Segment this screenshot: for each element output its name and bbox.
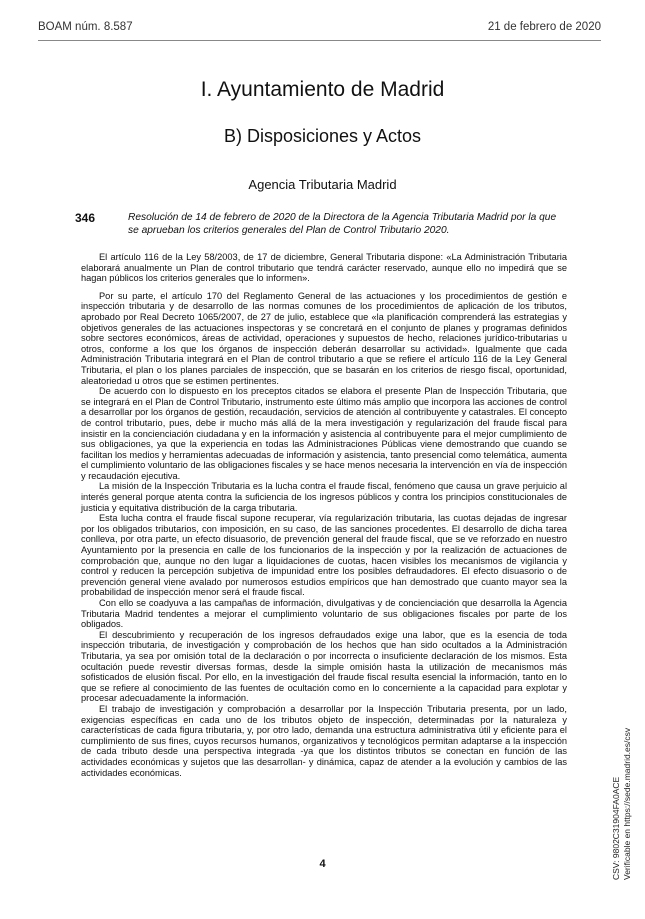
paragraph: Por su parte, el artículo 170 del Reglamento General de las actuaciones y los procedimientos de gestión e inspección tributaria y de desarrollo de las normas comunes de los procedimientos de aplicación de los tributos, aprobado por Real Decreto 1065/2007, de 27 de julio, establece que «la planificación comprenderá las estrategias y objetivos generales de las actuaciones inspectoras y se concretará en el conjunto de planes y programas definidos sobre sectores económicos, áreas de actividad, operaciones y supuestos de hecho, relaciones jurídico-tributarias u otros, conforme a los que los órganos de inspección deberán desarrollar su actividad». Igualmente que cada Administración Tributaria integrará en el Plan de control tributario a que se refiere el artículo 116 de la Ley General Tributaria, el plan o los planes parciales de inspección, que se basarán en los criterios de riesgo fiscal, oportunidad, aleatoriedad u otros que se estimen pertinentes.: [81, 290, 567, 386]
paragraph: La misión de la Inspección Tributaria es la lucha contra el fraude fiscal, fenómeno que causa un grave perjuicio al interés general porque atenta contra la suficiencia de los ingresos públicos y contra los principios constitucionales de justicia y equitativa distribución de la carga tributaria.: [81, 481, 567, 513]
subsection-title: B) Disposiciones y Actos: [223, 126, 422, 146]
paragraph: El descubrimiento y recuperación de los ingresos defraudados exige una labor, que es la esencia de toda inspección tributaria, de investigación y comprobación de los hechos que han sido ocultados a la Administración Tributaria, ya sea por omisión total de la declaración o por incorrecta o insuficiente declaración de los mismos. Esta ocultación puede revestir diversas formas, desde la simple omisión hasta la utilización de mecanismos más sofisticados de elusión fiscal. Por ello, en la investigación del fraude fiscal resulta esencial la información, tanto en lo que se refiere al conocimiento de las fuentes de ocultación como en lo concerniente a la capacidad para explotar y procesar adecuadamente la información.: [81, 629, 567, 704]
csv-code: CSV: 9802C31904FA0ACE: [611, 776, 621, 880]
section-title: I. Ayuntamiento de Madrid: [200, 78, 445, 101]
page-number: 4: [319, 858, 326, 870]
paragraph: De acuerdo con lo dispuesto en los preceptos citados se elabora el presente Plan de Inspección Tributaria, que se integrará en el Plan de Control Tributario, instrumento este último más amplio que incorpora las acciones de control a desarrollar por los órganos de gestión, recaudación, servicios de atención al contribuyente y catastrales. El concepto de control tributario, pues, debe ir mucho más allá de la mera investigación y regularización del fraude fiscal para insistir en la concienciación ciudadana y en la información y asistencia al contribuyente para el mejor cumplimiento de sus obligaciones, ya que la experiencia en todas las Administraciones Públicas viene demostrando que cuando se facilitan los medios y herramientas adecuadas de información y asistencia, tanto presencial como telemática, aumenta el cumplimiento voluntario de las obligaciones fiscales y se hace menos necesaria la intervención en vía de inspección y recaudación ejecutiva.: [81, 386, 567, 481]
csv-verification: [611, 728, 633, 880]
paragraph: El trabajo de investigación y comprobación a desarrollar por la Inspección Tributaria presenta, por un lado, exigencias específicas en cada uno de los tributos objeto de inspección, determinadas por la naturaleza y características de cada figura tributaria, y, por otro lado, demanda una estructura administrativa útil y eficiente para el cumplimiento de sus fines, cuyos recursos humanos, organizativos y tecnológicos permitan adaptarse a la inspección de cada tributo desde una perspectiva integrada -ya que los distintos tributos se conectan en función de las actividades económicas y sujetos que las desarrollan- y dinámica, capaz de atender a la evolución y cambios de las actividades económicas.: [81, 703, 567, 778]
resolution-number: 346: [75, 211, 96, 225]
agency-title: Agencia Tributaria Madrid: [248, 177, 397, 192]
paragraph: El artículo 116 de la Ley 58/2003, de 17 de diciembre, General Tributaria dispone: «La Administración Tributaria elaborará anualmente un Plan de control tributario que tendrá carácter reservado, aunque ello no impedirá que se hagan públicos los criterios generales que lo informen».: [81, 252, 567, 284]
bulletin-number: BOAM núm. 8.587: [38, 21, 133, 33]
document-body: [81, 252, 567, 778]
paragraph: Esta lucha contra el fraude fiscal supone recuperar, vía regularización tributaria, las cuotas dejadas de ingresar por los obligados tributarios, con imposición, en su caso, de las sanciones procedentes. El desarrollo de dicha tarea conlleva, por otra parte, un efecto disuasorio, de prevención general del fraude fiscal, que se ve reforzado en nuestro Ayuntamiento por la presencia en calle de los funcionarios de la inspección y por la realización de actuaciones de comprobación que, aunque no den lugar a liquidaciones de cuotas, hacen visibles los mecanismos de vigilancia y control y reducen la percepción subjetiva de impunidad entre los posibles defraudadores. El efecto disuasorio o de prevención general viene avalado por numerosos estudios empíricos que han demostrado que cuanto mayor sea la probabilidad de inspección menor será el fraude fiscal.: [81, 513, 567, 598]
csv-verify-link: Verificable en https://sede.madrid.es/csv: [622, 727, 632, 880]
header-divider: [38, 40, 601, 41]
page-header: [38, 21, 601, 33]
bulletin-date: 21 de febrero de 2020: [487, 21, 601, 33]
resolution-title: Resolución de 14 de febrero de 2020 de la Directora de la Agencia Tributaria Madrid por la que se aprueban los criterios generales del Plan de Control Tributario 2020.: [128, 212, 557, 236]
paragraph: Con ello se coadyuva a las campañas de información, divulgativas y de concienciación que desarrolla la Agencia Tributaria Madrid tendentes a mejorar el cumplimiento voluntario de sus obligaciones fiscales por parte de los obligados.: [81, 598, 567, 630]
